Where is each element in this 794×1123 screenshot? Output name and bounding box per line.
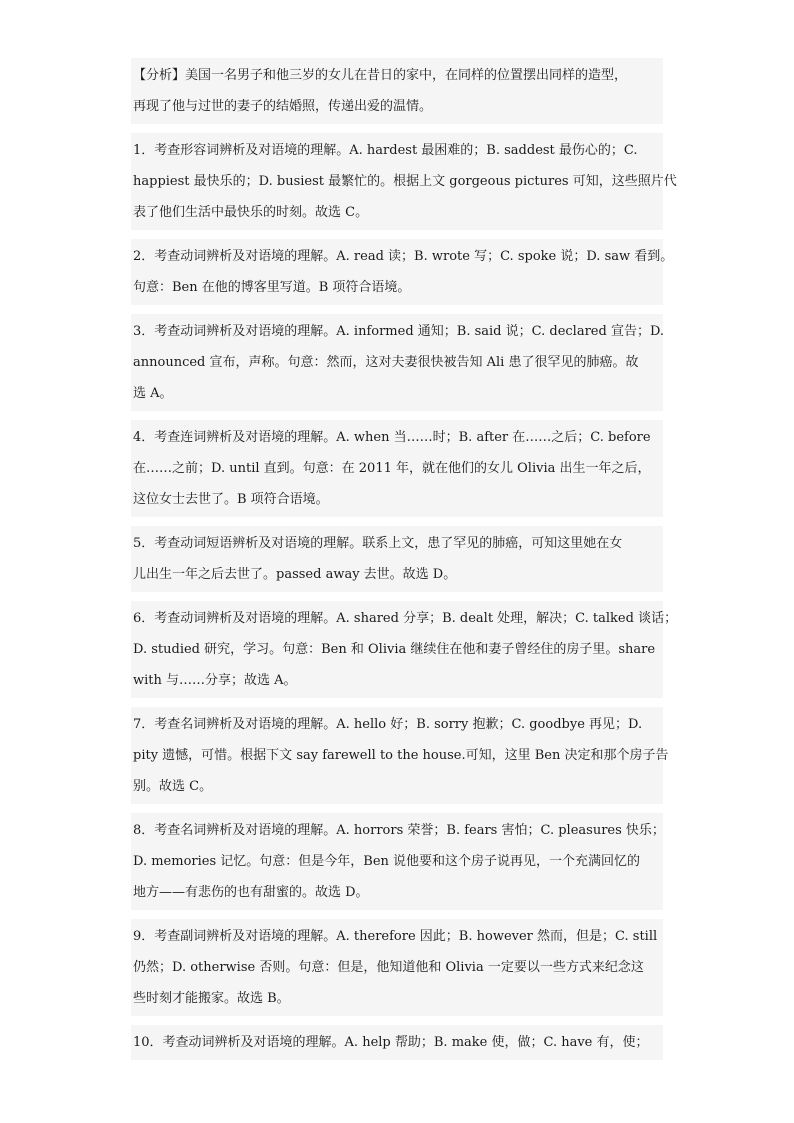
text-line: 7．考查名词辨析及对语境的理解。A. hello 好；B. sorry 抱歉；C. goodbye 再见；D. xyxy=(133,717,643,732)
text-line: 【分析】美国一名男子和他三岁的女儿在昔日的家中，在同样的位置摆出同样的造型， xyxy=(133,68,628,83)
text-line: 3．考查动词辨析及对语境的理解。A. informed 通知；B. said 说；C. declared 宣告；D. xyxy=(133,324,665,339)
text-line: 10．考查动词辨析及对语境的理解。A. help 帮助；B. make 使，做；C. have 有，使； xyxy=(133,1035,649,1050)
text-line: 8．考查名词辨析及对语境的理解。A. horrors 荣誉；B. fears 害怕；C. pleasures 快乐； xyxy=(133,823,665,838)
text-line: 9．考查副词辨析及对语境的理解。A. therefore 因此；B. however 然而，但是；C. still xyxy=(133,929,658,944)
explanation-paragraph-q8 xyxy=(131,813,663,910)
explanation-paragraph-q10 xyxy=(131,1025,663,1060)
explanation-paragraph-q5 xyxy=(131,526,663,592)
text-line: announced 宣布，声称。句意：然而，这对夫妻很快被告知 Ali 患了很罕见的肺癌。故 xyxy=(133,355,639,370)
text-line: 仍然；D. otherwise 否则。句意：但是，他知道他和 Olivia 一定要以一些方式来纪念这 xyxy=(133,960,644,975)
text-line: 4．考查连词辨析及对语境的理解。A. when 当……时；B. after 在……之后；C. before xyxy=(133,430,651,445)
text-line: 在……之前；D. until 直到。句意：在 2011 年，就在他们的女儿 Olivia 出生一年之后， xyxy=(133,461,651,476)
answer-explanations xyxy=(131,58,678,1069)
explanation-paragraph-q7 xyxy=(131,707,669,804)
text-line: 再现了他与过世的妻子的结婚照，传递出爱的温情。 xyxy=(133,99,433,114)
text-line: 5．考查动词短语辨析及对语境的理解。联系上文，患了罕见的肺癌，可知这里她在女 xyxy=(133,536,623,551)
explanation-paragraph-q9 xyxy=(131,919,663,1016)
text-line: 1．考查形容词辨析及对语境的理解。A. hardest 最困难的；B. saddest 最伤心的；C. xyxy=(133,143,638,158)
text-line: with 与……分享；故选 A。 xyxy=(133,673,297,688)
text-line: 地方——有悲伤的也有甜蜜的。故选 D。 xyxy=(133,885,369,900)
text-line: 选 A。 xyxy=(133,386,173,401)
text-line: 些时刻才能搬家。故选 B。 xyxy=(133,991,290,1006)
explanation-paragraph-q6 xyxy=(131,601,678,698)
explanation-paragraph-q1 xyxy=(131,133,677,230)
explanation-paragraph-q3 xyxy=(131,314,663,411)
text-line: 句意：Ben 在他的博客里写道。B 项符合语境。 xyxy=(133,280,411,295)
text-line: 这位女士去世了。B 项符合语境。 xyxy=(133,492,329,507)
explanation-paragraph-q4 xyxy=(131,420,663,517)
text-line: 儿出生一年之后去世了。passed away 去世。故选 D。 xyxy=(133,567,457,582)
explanation-paragraph-analysis xyxy=(131,58,663,124)
text-line: pity 遗憾，可惜。根据下文 say farewell to the house.可知，这里 Ben 决定和那个房子告 xyxy=(133,748,669,763)
text-line: 6．考查动词辨析及对语境的理解。A. shared 分享；B. dealt 处理，解决；C. talked 谈话； xyxy=(133,611,678,626)
text-line: happiest 最快乐的；D. busiest 最繁忙的。根据上文 gorgeous pictures 可知，这些照片代 xyxy=(133,174,677,189)
text-line: 别。故选 C。 xyxy=(133,779,213,794)
text-line: D. studied 研究，学习。句意：Ben 和 Olivia 继续住在他和妻子曾经住的房子里。share xyxy=(133,642,656,657)
text-line: 表了他们生活中最快乐的时刻。故选 C。 xyxy=(133,205,369,220)
explanation-paragraph-q2 xyxy=(131,239,674,305)
text-line: D. memories 记忆。句意：但是今年，Ben 说他要和这个房子说再见，一个充满回忆的 xyxy=(133,854,641,869)
text-line: 2．考查动词辨析及对语境的理解。A. read 读；B. wrote 写；C. spoke 说；D. saw 看到。 xyxy=(133,249,674,264)
